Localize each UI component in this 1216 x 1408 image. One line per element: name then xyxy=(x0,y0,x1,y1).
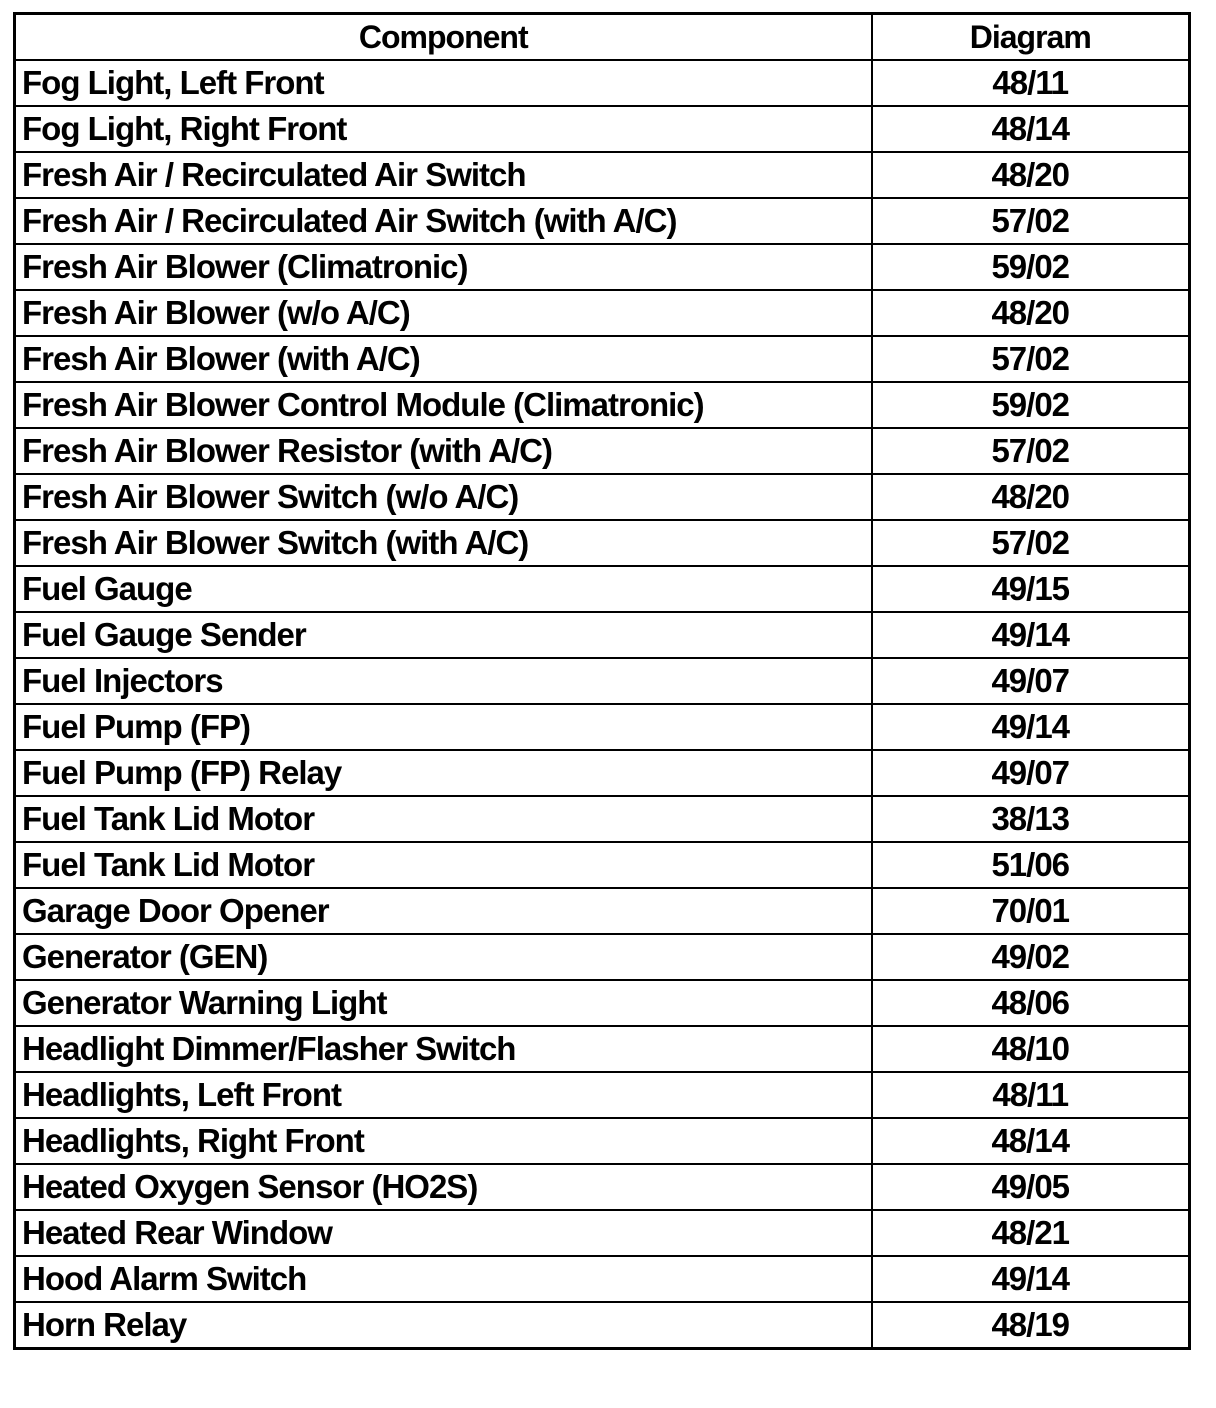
diagram-cell: 51/06 xyxy=(872,842,1190,888)
component-cell: Fresh Air / Recirculated Air Switch (with A/C) xyxy=(15,198,872,244)
diagram-cell: 59/02 xyxy=(872,244,1190,290)
component-cell: Fog Light, Left Front xyxy=(15,60,872,106)
diagram-cell: 57/02 xyxy=(872,428,1190,474)
component-cell: Fuel Gauge Sender xyxy=(15,612,872,658)
diagram-cell: 48/06 xyxy=(872,980,1190,1026)
component-cell: Fresh Air Blower Switch (w/o A/C) xyxy=(15,474,872,520)
diagram-cell: 38/13 xyxy=(872,796,1190,842)
diagram-cell: 48/19 xyxy=(872,1302,1190,1349)
table-row xyxy=(15,198,1190,244)
component-cell: Fresh Air Blower (with A/C) xyxy=(15,336,872,382)
diagram-cell: 49/07 xyxy=(872,658,1190,704)
table-row xyxy=(15,1072,1190,1118)
table-row xyxy=(15,382,1190,428)
component-cell: Fresh Air Blower Resistor (with A/C) xyxy=(15,428,872,474)
diagram-cell: 57/02 xyxy=(872,520,1190,566)
diagram-cell: 48/20 xyxy=(872,152,1190,198)
component-diagram-table xyxy=(13,12,1191,1350)
table-row xyxy=(15,244,1190,290)
diagram-cell: 49/05 xyxy=(872,1164,1190,1210)
diagram-cell: 48/14 xyxy=(872,106,1190,152)
diagram-cell: 48/20 xyxy=(872,474,1190,520)
diagram-cell: 48/21 xyxy=(872,1210,1190,1256)
table-row xyxy=(15,152,1190,198)
component-cell: Generator (GEN) xyxy=(15,934,872,980)
table-row xyxy=(15,612,1190,658)
table-row xyxy=(15,1256,1190,1302)
diagram-cell: 57/02 xyxy=(872,198,1190,244)
component-cell: Headlights, Right Front xyxy=(15,1118,872,1164)
table-row xyxy=(15,980,1190,1026)
table-row xyxy=(15,1026,1190,1072)
component-cell: Fog Light, Right Front xyxy=(15,106,872,152)
diagram-cell: 49/15 xyxy=(872,566,1190,612)
component-cell: Headlights, Left Front xyxy=(15,1072,872,1118)
table-row xyxy=(15,1164,1190,1210)
table-row xyxy=(15,750,1190,796)
table-row xyxy=(15,566,1190,612)
diagram-cell: 48/11 xyxy=(872,1072,1190,1118)
table-row xyxy=(15,428,1190,474)
table-row xyxy=(15,704,1190,750)
table-row xyxy=(15,336,1190,382)
component-cell: Fresh Air Blower (w/o A/C) xyxy=(15,290,872,336)
diagram-cell: 49/02 xyxy=(872,934,1190,980)
component-cell: Fuel Tank Lid Motor xyxy=(15,842,872,888)
diagram-cell: 59/02 xyxy=(872,382,1190,428)
component-cell: Fresh Air Blower Control Module (Climatronic) xyxy=(15,382,872,428)
table-row xyxy=(15,474,1190,520)
component-cell: Headlight Dimmer/Flasher Switch xyxy=(15,1026,872,1072)
component-cell: Fresh Air Blower (Climatronic) xyxy=(15,244,872,290)
component-cell: Garage Door Opener xyxy=(15,888,872,934)
table-body xyxy=(15,60,1190,1349)
component-cell: Generator Warning Light xyxy=(15,980,872,1026)
diagram-cell: 48/20 xyxy=(872,290,1190,336)
table-row xyxy=(15,106,1190,152)
diagram-cell: 70/01 xyxy=(872,888,1190,934)
component-cell: Fresh Air / Recirculated Air Switch xyxy=(15,152,872,198)
column-header-diagram: Diagram xyxy=(872,14,1190,61)
diagram-cell: 57/02 xyxy=(872,336,1190,382)
component-cell: Horn Relay xyxy=(15,1302,872,1349)
diagram-cell: 48/14 xyxy=(872,1118,1190,1164)
component-table-container xyxy=(13,12,1188,1350)
table-row xyxy=(15,520,1190,566)
component-cell: Heated Rear Window xyxy=(15,1210,872,1256)
table-row xyxy=(15,290,1190,336)
table-row xyxy=(15,842,1190,888)
table-row xyxy=(15,934,1190,980)
component-cell: Fuel Injectors xyxy=(15,658,872,704)
component-cell: Fuel Tank Lid Motor xyxy=(15,796,872,842)
table-row xyxy=(15,1118,1190,1164)
component-cell: Heated Oxygen Sensor (HO2S) xyxy=(15,1164,872,1210)
table-row xyxy=(15,888,1190,934)
table-row xyxy=(15,796,1190,842)
table-row xyxy=(15,1302,1190,1349)
diagram-cell: 49/14 xyxy=(872,704,1190,750)
table-row xyxy=(15,1210,1190,1256)
component-cell: Fuel Pump (FP) xyxy=(15,704,872,750)
table-row xyxy=(15,658,1190,704)
diagram-cell: 49/07 xyxy=(872,750,1190,796)
diagram-cell: 49/14 xyxy=(872,612,1190,658)
component-cell: Fuel Gauge xyxy=(15,566,872,612)
component-cell: Hood Alarm Switch xyxy=(15,1256,872,1302)
diagram-cell: 48/11 xyxy=(872,60,1190,106)
component-cell: Fresh Air Blower Switch (with A/C) xyxy=(15,520,872,566)
table-row xyxy=(15,60,1190,106)
diagram-cell: 49/14 xyxy=(872,1256,1190,1302)
component-cell: Fuel Pump (FP) Relay xyxy=(15,750,872,796)
column-header-component: Component xyxy=(15,14,872,61)
table-header-row xyxy=(15,14,1190,61)
diagram-cell: 48/10 xyxy=(872,1026,1190,1072)
